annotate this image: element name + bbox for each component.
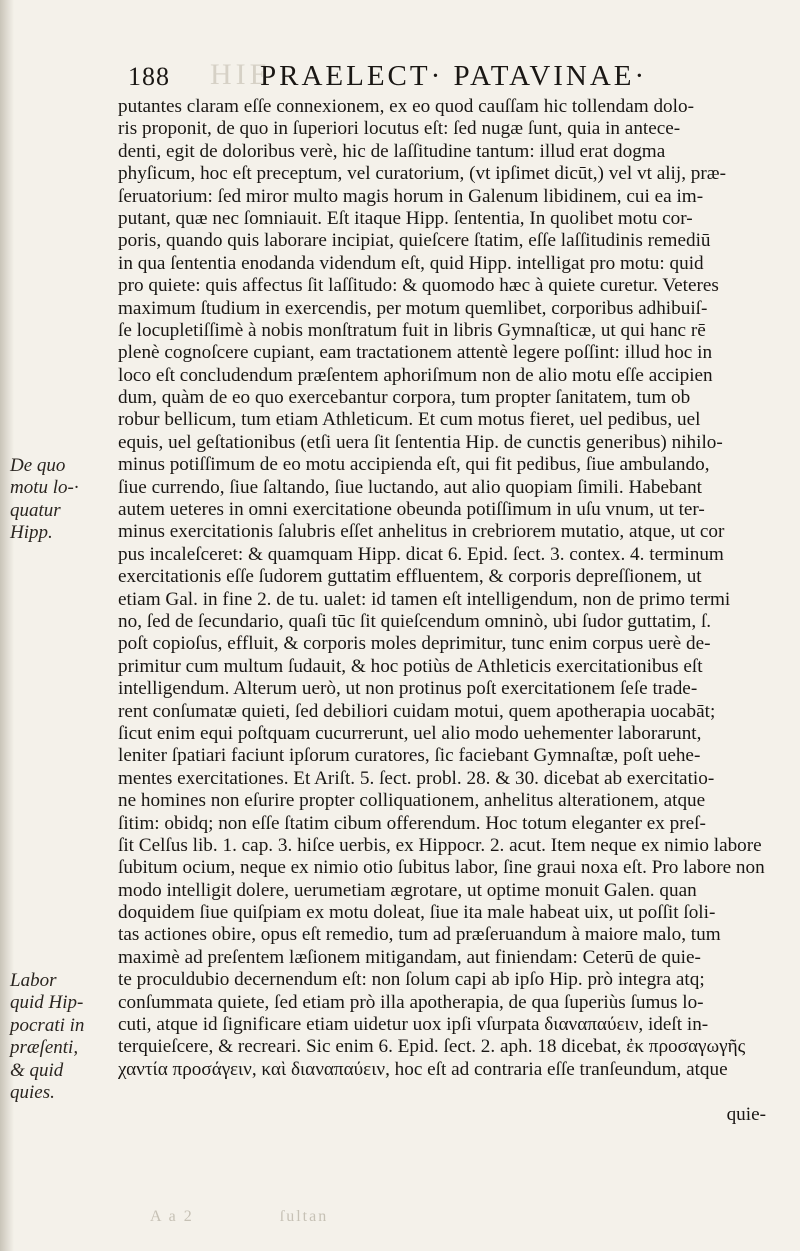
text-line: intelligendum. Alterum uerò, ut non protinus poſt exercitationem ſeſe trade- xyxy=(118,678,698,700)
text-line: minus potiſſimum de eo motu accipienda eſt, qui fit pedibus, ſiue ambulando, xyxy=(118,454,710,476)
text-line: modo intelligit dolere, uerumetiam ægrotare, ut optime monuit Galen. quan xyxy=(118,879,697,901)
text-line: autem ueteres in omni exercitatione obeunda potiſſimum in uſu vnum, ut ter- xyxy=(118,499,705,521)
text-line: ſeruatorium: ſed miror multo magis horum in Galenum libidinem, cui ea im- xyxy=(118,185,704,207)
margin-note-line: quatur xyxy=(10,499,61,521)
text-line: poſt copioſus, effluit, & corporis moles deprimitur, tunc enim corpus uerè de- xyxy=(118,633,711,655)
margin-note-1 xyxy=(10,455,114,545)
text-line: in qua ſententia enodanda videndum eſt, quid Hipp. intelligat pro motu: quid xyxy=(118,252,704,274)
text-line: no, ſed de ſecundario, quaſi tūc ſit quieſcendum omninò, ubi ſudor guttatim, ſ. xyxy=(118,610,712,632)
margin-note-line: De quo xyxy=(10,455,66,476)
text-line: rent conſumatæ quieti, ſed debiliori cuidam motui, quem apotherapia uocabāt; xyxy=(118,700,716,722)
text-line: ſitim: obidq; non eſſe ſtatim cibum offerendum. Hoc totum eleganter ex preſ- xyxy=(118,812,706,834)
margin-note-line: quid Hip- xyxy=(10,992,84,1014)
text-line: pus incaleſceret: & quamquam Hipp. dicat 6. Epid. ſect. 3. contex. 4. terminum xyxy=(118,543,724,565)
text-line: ſe locupletiſſimè à nobis monſtratum fuit in libris Gymnaſticæ, ut qui hanc rē xyxy=(118,319,706,341)
text-line: pro quiete: quis affectus ſit laſſitudo: & quomodo hæc à quiete curetur. Veteres xyxy=(118,275,719,297)
text-line: putantes claram eſſe connexionem, ex eo quod cauſſam hic tollendam dolo- xyxy=(118,96,694,117)
text-line: phyſicum, hoc eſt preceptum, vel curatorium, (vt ipſimet dicūt,) vel vt alij, præ- xyxy=(118,163,726,185)
text-line: etiam Gal. in fine 2. de tu. ualet: id tamen eſt intelligendum, non de primo termi xyxy=(118,588,731,610)
body-text xyxy=(118,96,778,1126)
signature-mark xyxy=(150,1208,670,1226)
text-line: denti, egit de doloribus verè, hic de laſſitudine tantum: illud erat dogma xyxy=(118,140,666,162)
text-line: exercitationis eſſe ſudorem guttatim effluentem, & corporis depreſſionem, ut xyxy=(118,566,702,588)
text-line: ne homines non eſurire propter colliquationem, anhelitus alterationem, atque xyxy=(118,790,706,812)
text-line: maximè ad preſentem læſionem mitigandam, aut finiendam: Ceterū de quie- xyxy=(118,946,701,968)
text-line: terquieſcere, & recreari. Sic enim 6. Epid. ſect. 2. aph. 18 dicebat, ἐκ προσαγωγῆς xyxy=(118,1036,746,1058)
margin-note-line: & quid xyxy=(10,1059,64,1081)
text-line: robur bellicum, tum etiam Athleticum. Et cum motus fieret, uel pedibus, uel xyxy=(118,409,701,431)
text-line: minus exercitationis ſalubris eſſet anhelitus in crebriorem mutatio, atque, ut cor xyxy=(118,521,725,543)
text-line: putant, quæ nec ſomniauit. Eſt itaque Hipp. ſententia, In quolibet motu cor- xyxy=(118,207,693,229)
text-line: loco eſt concludendum præſentem aphoriſmum non de alio motu eſſe accipien xyxy=(118,364,713,386)
text-line: ſiue currendo, ſiue ſaltando, ſiue luctando, aut alio quopiam ſimili. Habebant xyxy=(118,476,702,498)
text-line: χαντία προσάγειν, καὶ διαναπαύειν, hoc eſt ad contraria eſſe tranſeundum, atque xyxy=(118,1058,728,1080)
text-line: poris, quando quis laborare incipiat, quieſcere ſtatim, eſſe laſſitudinis remediū xyxy=(118,230,711,252)
margin-note-2 xyxy=(10,970,114,1104)
text-line: ſicut enim equi poſtquam cucurrerunt, uel alio modo uehementer laborarunt, xyxy=(118,722,702,744)
margin-note-line: Labor xyxy=(10,970,57,991)
signature-text: ſultan xyxy=(279,1208,329,1225)
text-line: cuti, atque id ſignificare etiam uidetur uox ipſi vſurpata διαναπαύειν, ideſt in- xyxy=(118,1014,709,1036)
text-line: plenè cognoſcere cupiant, eam tractationem attentè legere poſſint: illud hoc in xyxy=(118,342,713,364)
text-line: conſummata quiete, ſed etiam prò illa apotherapia, de qua ſuperiùs ſumus lo- xyxy=(118,991,704,1013)
text-line: ſubitum ocium, neque ex nimio otio ſubitus labor, ſine graui noxa eſt. Pro labore non xyxy=(118,857,765,879)
page-header xyxy=(128,60,648,94)
text-line: dum, quàm de eo quo exercebantur corpora, tum propter ſanitatem, tum ob xyxy=(118,387,691,409)
margin-note-line: pocrati in xyxy=(10,1014,85,1036)
text-line: ſit Celſus lib. 1. cap. 3. hiſce uerbis, ex Hippocr. 2. acut. Item neque ex nimio labore xyxy=(118,834,762,856)
text-line: ris proponit, de quo in ſuperiori locutus eſt: ſed nugæ ſunt, quia in antece- xyxy=(118,118,681,140)
text-line xyxy=(118,1081,778,1103)
text-line: primitur cum multum ſudauit, & hoc potiùs de Athleticis exercitationibus eſt xyxy=(118,655,703,677)
text-line: equis, uel geſtationibus (etſi uera ſit ſententia Hip. de cunctis generibus) nihilo- xyxy=(118,431,723,453)
text-line: leniter ſpatiari faciunt ipſorum curatores, ſic faciebant Gymnaſtæ, poſt uehe- xyxy=(118,745,701,767)
margin-note-line: quies. xyxy=(10,1082,55,1104)
text-line: te proculdubio decernendum eſt: non ſolum capi ab ipſo Hip. prò integra atq; xyxy=(118,969,705,991)
page-number: 188 xyxy=(128,62,170,91)
running-head: PRAELECT· PATAVINAE· xyxy=(260,60,648,92)
margin-note-line: motu lo-· xyxy=(10,477,79,499)
signature-text: A a 2 xyxy=(150,1208,194,1225)
text-line: maximum ſtudium in exercendis, per motum quemlibet, corporibus adhibuiſ- xyxy=(118,297,708,319)
text-line: tas actiones obire, opus eſt remedio, tum ad præſeruandum à maiore malo, tum xyxy=(118,924,721,946)
bleed-through-text: HIE xyxy=(210,58,272,91)
margin-note-line: præſenti, xyxy=(10,1037,79,1059)
text-line: mentes exercitationes. Et Ariſt. 5. ſect. probl. 28. & 30. dicebat ab exercitatio- xyxy=(118,767,715,789)
text-line: doquidem ſiue quiſpiam ex motu doleat, ſiue ita male habeat uix, ut poſſit ſoli- xyxy=(118,902,716,924)
margin-note-line: Hipp. xyxy=(10,522,53,544)
catchword: quie- xyxy=(726,1103,766,1125)
